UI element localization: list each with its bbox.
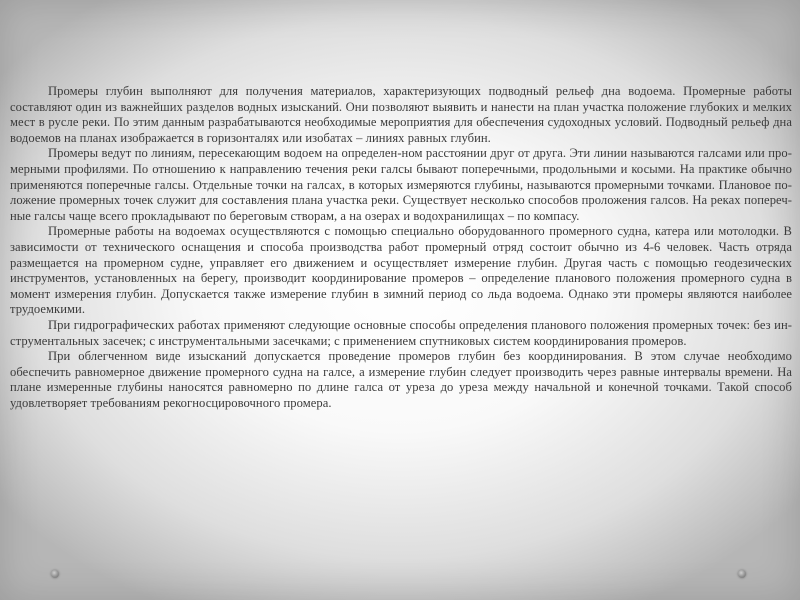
paragraph-1: Промеры глубин выполняют для получения материалов, характеризующих подводный рельеф дна водоема. Промерные работы составляют один из важнейших разделов водных изысканий. Они позволяют выявить и нанести на план участка положение глубоких и мелких мест в русле реки. По этим данным разрабатываются необходимые мероприятия для обеспечения судоходных условий. Подводный рельеф дна водоемов на планах изображается в горизонталях или изобатах – линиях равных глубин. <box>10 84 792 145</box>
paragraph-3: Промерные работы на водоемах осуществляются с помощью специально оборудованного промерного судна, катера или мотолодки. В зависимости от технического оснащения и способа производства работ промерный отряд состоит обычно из 4-6 человек. Часть отряда размещается на промерном судне, управляет его движением и осуществляет измерение глубин. Другая часть с помощью геодезических инструментов, установленных на берегу, производит координирование промеров – определение планового положения промерного судна в момент измерения глубин. Допускается также измерение глубин в зимний период со льда водоема. Однако эти промеры являются наиболее трудоемкими. <box>10 224 792 317</box>
decorative-dot-right-icon <box>738 570 746 578</box>
document-body <box>10 84 792 411</box>
decorative-dot-left-icon <box>51 570 59 578</box>
paragraph-2: Промеры ведут по линиям, пересекающим водоем на определен-ном расстоянии друг от друга. Эти линии называются галсами или про-мерными профилями. По отношению к направлению течения реки галсы бывают поперечными, продольными и косыми. На практике обычно применяются поперечные галсы. Отдельные точки на галсах, в которых измеряются глубины, называются промерными точками. Плановое по-ложение промерных точек служит для составления плана участка реки. Существует несколько способов проложения галсов. На реках попереч-ные галсы чаще всего прокладывают по береговым створам, а на озерах и водохранилищах – по компасу. <box>10 146 792 223</box>
paragraph-5: При облегченном виде изысканий допускается проведение промеров глубин без координирования. В этом случае необходимо обеспечить равномерное движение промерного судна на галсе, а измерение глубин следует производить через равные интервалы времени. На плане измеренные глубины наносятся равномерно по длине галса от уреза до уреза между начальной и конечной точками. Такой способ удовлетворяет требованиям рекогносцировочного промера. <box>10 349 792 410</box>
paragraph-4: При гидрографических работах применяют следующие основные способы определения планового положения промерных точек: без ин-струментальных засечек; с инструментальными засечками; с применением спутниковых систем координирования промеров. <box>10 317 792 348</box>
